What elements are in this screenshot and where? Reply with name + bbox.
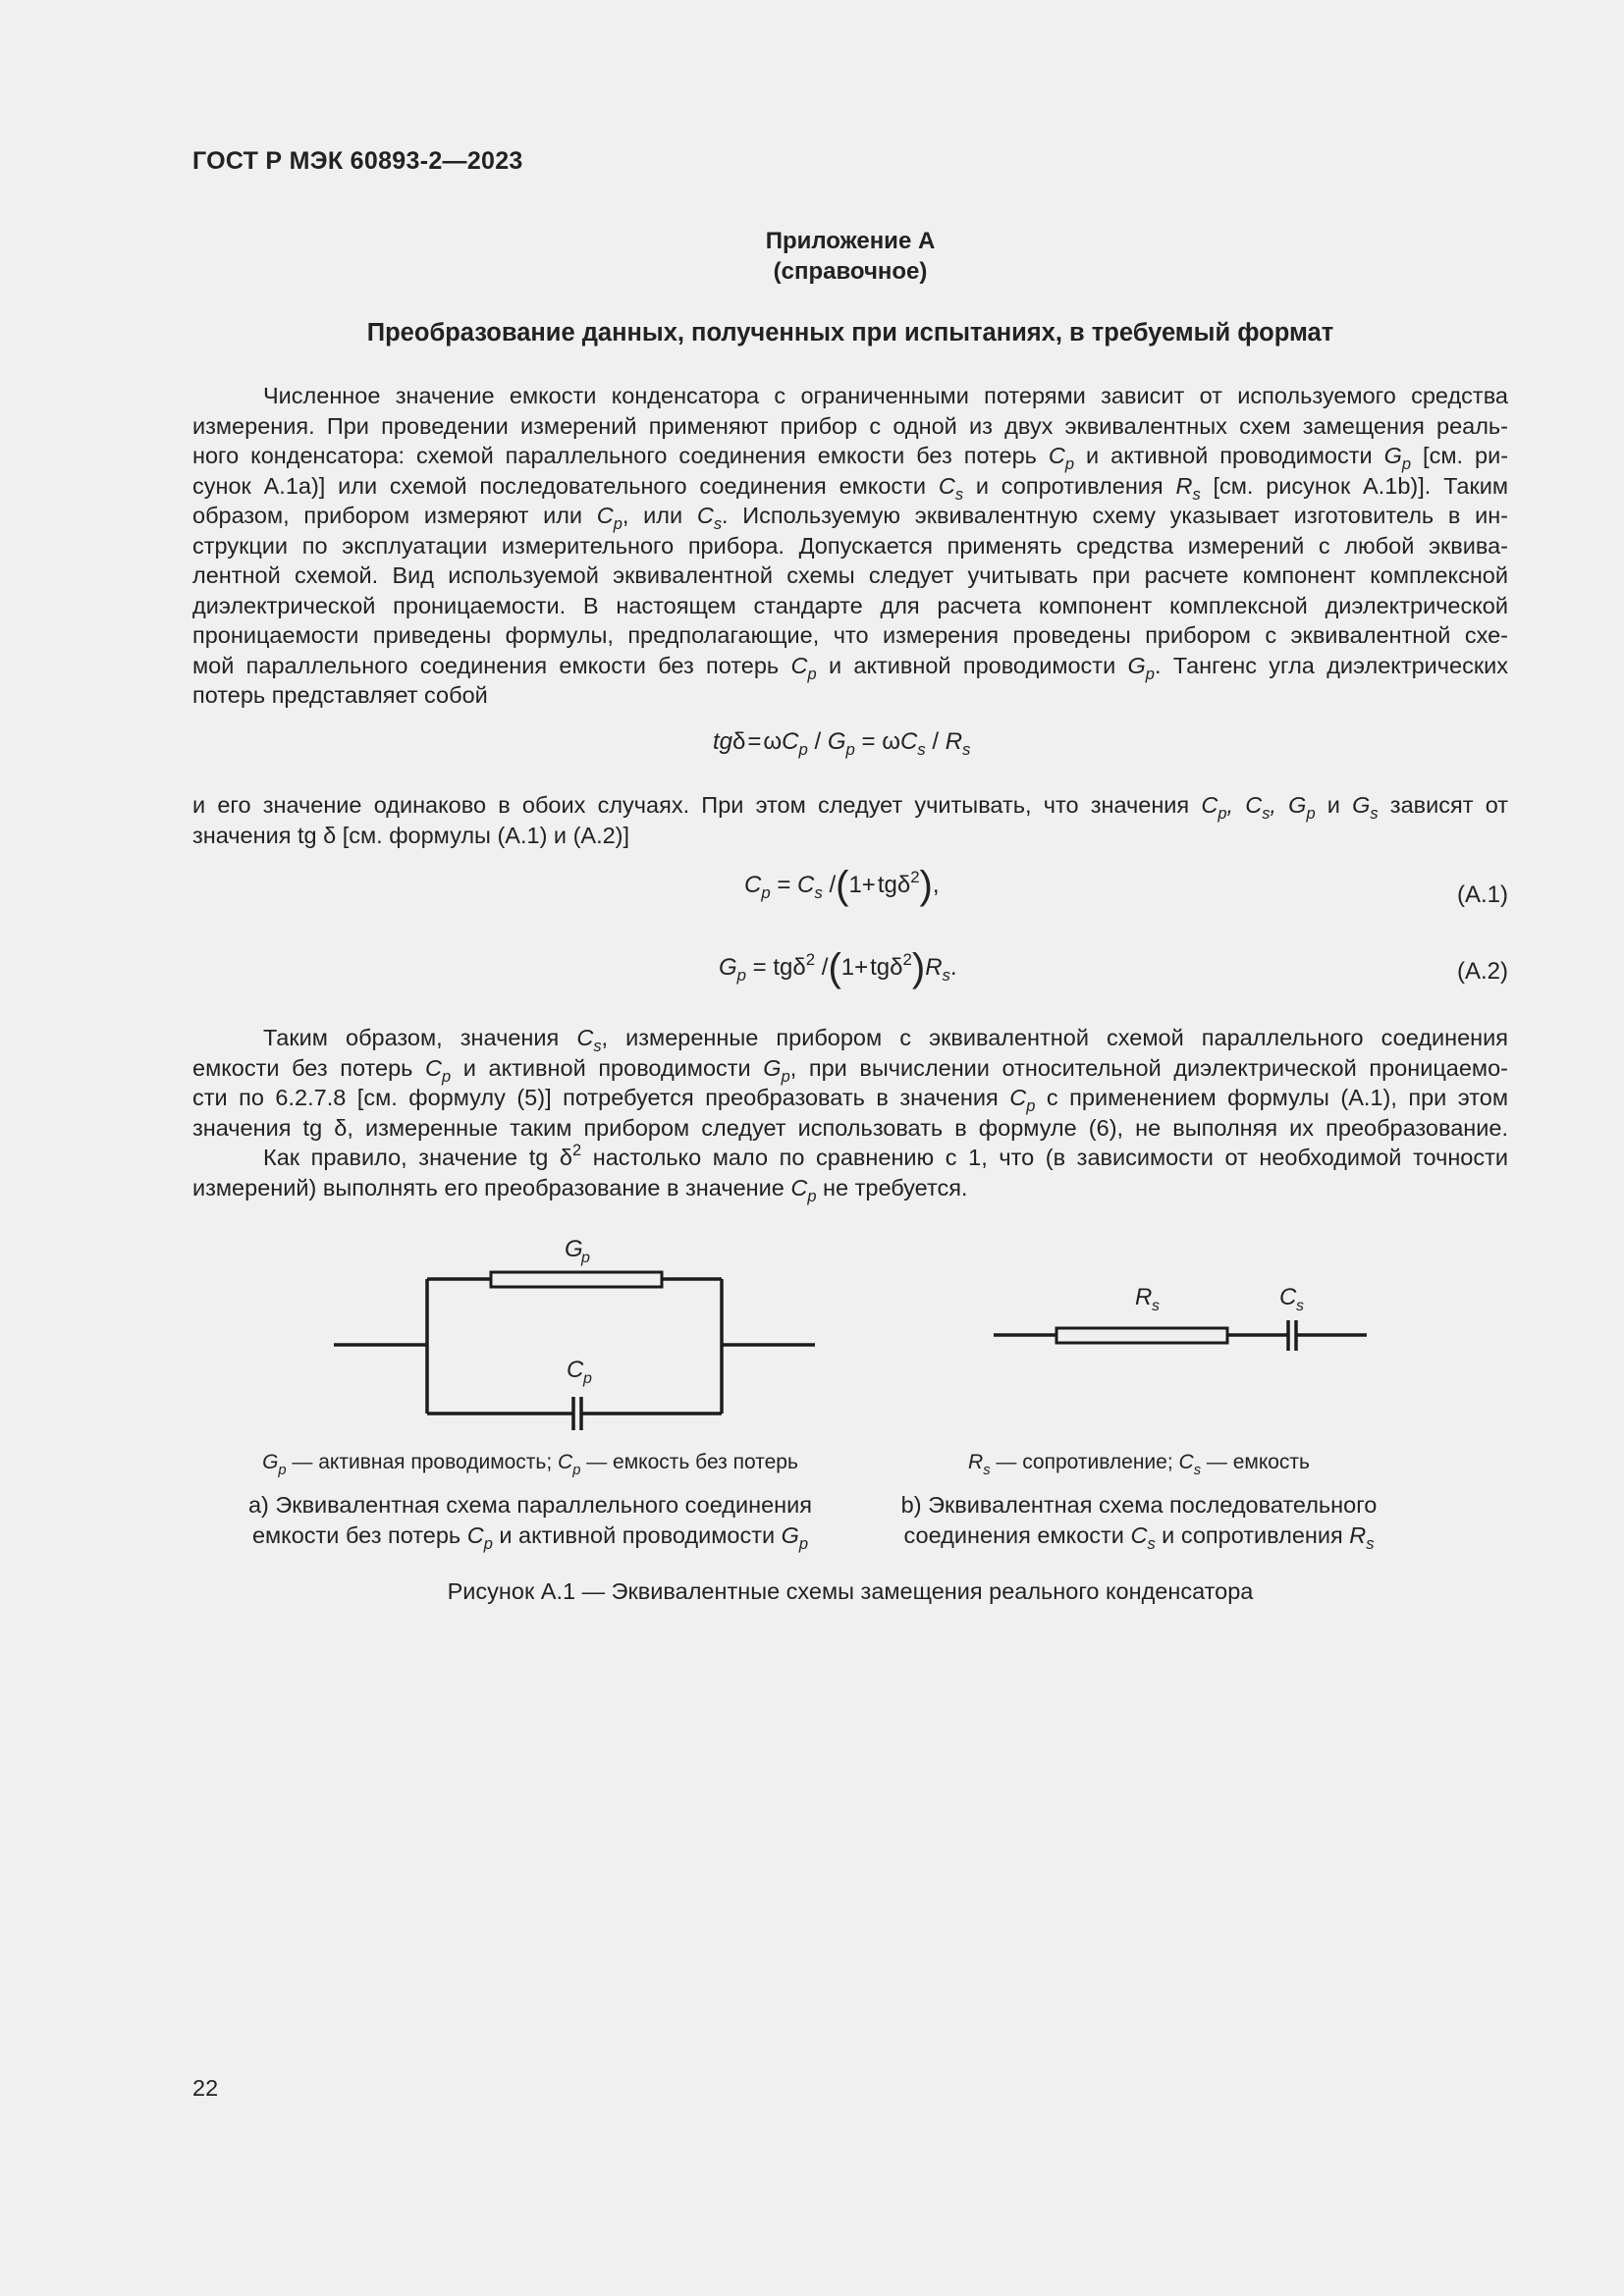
page-number: 22 [192,2075,219,2101]
text-line: ного конденсатора: схемой параллельного соединения емкости без потерь $C_p$ и активной проводимости $G_p$ [см. ри- [192,443,1509,473]
text-line: потерь представляет собой [192,682,488,708]
text-line: образом, прибором измеряют или $C_p$, или $C_s$. Используемую эквивалентную схему указывает изготовитель в ин- [192,503,1508,533]
paragraph-2 [192,790,1508,850]
subcaption-b: b) Эквивалентная схема последовательного соединения емкости $C_s$ и сопротивления $R_s$ [900,1492,1378,1553]
text-line: Численное значение емкости конденсатора с ограниченными потерями зависит от используемого средства [263,383,1508,408]
text-line: лентной схемой. Вид используемой эквивалентной схемы следует учитывать при расчете компонент комплексной [192,562,1508,588]
text-line: значения tg δ [см. формулы (А.1) и (А.2)] [192,822,630,848]
text-line: мой параллельного соединения емкости без потерь $C_p$ и активной проводимости $G_p$. Тангенс угла диэлектрических [192,652,1509,683]
paragraph-4 [192,1142,1509,1205]
formula-tg-delta: tgδ = $\omega C_p / G_p = \omega C_s / R_s$ [713,728,971,759]
gp-label: G [565,1236,583,1262]
appendix-title: Приложение А [765,228,936,254]
cs-label: C [1279,1284,1297,1310]
text-line: сунок А.1а)] или схемой последовательного соединения емкости $C_s$ и сопротивления $R_s$ [см. рисунок А.1b)]. Таким [192,472,1509,504]
text-line: и его значение одинаково в обоих случаях. При этом следует учитывать, что значения $C_p$, $C_s$, $G_p$ и $G_s$ зависят от [192,792,1509,823]
formula-a2: $G_p = tg\delta^2$ /(1+ $tg\delta^2)R_s$. [719,946,957,989]
formula-a1-number: (А.1) [1456,881,1508,908]
text-line: струкции по эксплуатации измерительного прибора. Допускается применять средства измерений с любой эквива- [192,532,1508,559]
paragraph-3 [192,1023,1508,1143]
parallel-circuit-diagram [324,1227,835,1423]
figure-title: Рисунок А.1 — Эквивалентные схемы замещения реального конденсатора [447,1578,1254,1604]
appendix-note: (справочное) [773,258,928,285]
text-line: измерения. При проведении измерений применяют прибор с одной из двух эквивалентных схем замещения реаль- [192,412,1508,439]
formula-a2-number: (А.2) [1456,958,1508,985]
svg-text:p: p [581,1250,590,1266]
text-line: проницаемости приведены формулы, предполагающие, что измерения проведены прибором с эквивалентной схе- [192,622,1508,648]
svg-text:s: s [1152,1298,1160,1314]
text-line: емкости без потерь $C_p$ и активной проводимости $G_p$, при вычислении относительной диэлектрической проницаемо- [192,1054,1508,1086]
document-header: ГОСТ Р МЭК 60893-2—2023 [192,147,523,175]
legend-a: $G_p$ — активная проводимость; $C_p$ — емкость без потерь [262,1451,798,1478]
paragraph-1 [192,381,1508,711]
cp-label: C [567,1357,584,1383]
series-circuit-diagram [992,1276,1384,1364]
svg-text:p: p [583,1370,592,1387]
section-title: Преобразование данных, полученных при испытаниях, в требуемый формат [366,319,1334,347]
svg-text:s: s [1296,1298,1304,1314]
text-line: измерений) выполнять его преобразование в значение $C_p$ не требуется. [192,1174,968,1205]
text-line: значения tg δ, измеренные таким прибором следует использовать в формуле (6), не выполняя их преобразование. [192,1114,1508,1141]
formula-a1: $C_p = C_s$ /(1+ tgδ$^2$), [744,864,940,907]
text-line: Как правило, значение tg $\delta^2$ настолько мало по сравнению с 1, что (в зависимости от необходимой точности [263,1142,1509,1170]
appendix-heading [192,226,1508,287]
text-line: Таким образом, значения $C_s$, измеренные прибором с эквивалентной схемой параллельного соединения [263,1025,1509,1055]
rs-label: R [1135,1284,1153,1310]
subcaption-a: а) Эквивалентная схема параллельного соединения емкости без потерь $C_p$ и активной проводимости $G_p$ [247,1492,813,1553]
text-line: сти по 6.2.7.8 [см. формулу (5)] потребуется преобразовать в значения $C_p$ с применением формулы (А.1), при этом [192,1085,1508,1115]
legend-b: $R_s$ — сопротивление; $C_s$ — емкость [968,1451,1310,1478]
text-line: диэлектрической проницаемости. В настоящем стандарте для расчета компонент комплексной диэлектрической [192,592,1508,618]
